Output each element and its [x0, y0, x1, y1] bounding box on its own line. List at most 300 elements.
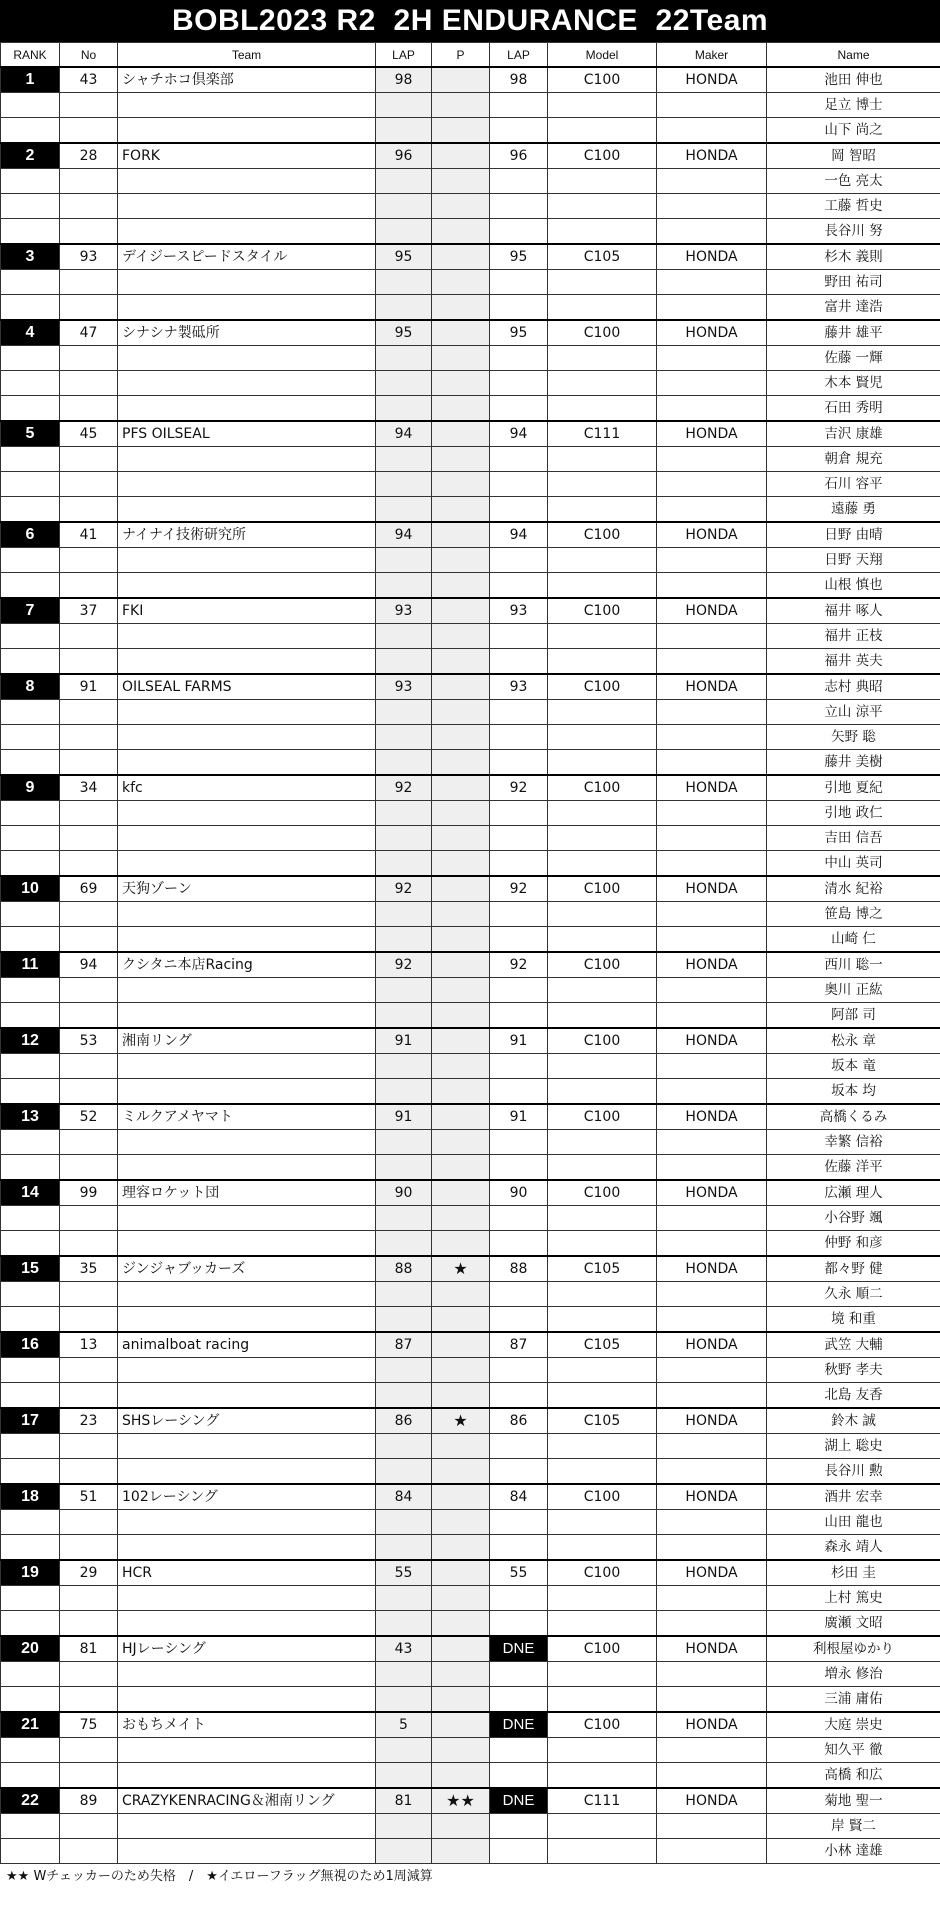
empty-cell: [376, 1510, 432, 1535]
empty-cell: [376, 1763, 432, 1789]
empty-cell: [118, 1231, 376, 1257]
empty-cell: [490, 1383, 548, 1409]
empty-cell: [1, 1738, 60, 1763]
rider-name: 長谷川 努: [767, 219, 940, 245]
car-number: 93: [60, 244, 118, 270]
rider-row: [1, 902, 940, 927]
final-lap: 98: [490, 67, 548, 93]
maker: HONDA: [657, 244, 767, 270]
empty-cell: [376, 700, 432, 725]
empty-cell: [60, 649, 118, 675]
empty-cell: [432, 649, 490, 675]
empty-cell: [548, 1079, 657, 1105]
empty-cell: [118, 1307, 376, 1333]
empty-cell: [657, 548, 767, 573]
rider-name: 富井 達浩: [767, 295, 940, 321]
empty-cell: [60, 1206, 118, 1231]
car-number: 34: [60, 775, 118, 801]
team-row: [1, 1104, 940, 1130]
empty-cell: [548, 1687, 657, 1713]
team-row: [1, 1560, 940, 1586]
maker: HONDA: [657, 421, 767, 447]
empty-cell: [60, 1155, 118, 1181]
empty-cell: [60, 219, 118, 245]
empty-cell: [490, 826, 548, 851]
empty-cell: [657, 1763, 767, 1789]
rank-badge: 6: [1, 522, 60, 548]
maker: HONDA: [657, 775, 767, 801]
model: C100: [548, 143, 657, 169]
rider-row: [1, 1687, 940, 1713]
empty-cell: [60, 1535, 118, 1561]
final-lap: DNE: [490, 1636, 548, 1662]
empty-cell: [118, 118, 376, 144]
empty-cell: [657, 1383, 767, 1409]
team-name: 天狗ゾーン: [118, 876, 376, 902]
rank-badge: 3: [1, 244, 60, 270]
empty-cell: [657, 1535, 767, 1561]
empty-cell: [432, 1206, 490, 1231]
empty-cell: [118, 1383, 376, 1409]
rider-name: 引地 夏紀: [767, 775, 940, 801]
empty-cell: [118, 624, 376, 649]
rider-row: [1, 1535, 940, 1561]
col-rank: RANK: [1, 43, 60, 68]
maker: HONDA: [657, 67, 767, 93]
empty-cell: [548, 194, 657, 219]
empty-cell: [548, 396, 657, 422]
team-name: SHSレーシング: [118, 1408, 376, 1434]
rank-badge: 5: [1, 421, 60, 447]
maker: HONDA: [657, 320, 767, 346]
empty-cell: [490, 902, 548, 927]
empty-cell: [548, 472, 657, 497]
empty-cell: [432, 1459, 490, 1485]
rider-name: 福井 正枝: [767, 624, 940, 649]
rider-row: [1, 624, 940, 649]
empty-cell: [376, 1586, 432, 1611]
empty-cell: [118, 1510, 376, 1535]
empty-cell: [657, 1662, 767, 1687]
empty-cell: [60, 1003, 118, 1029]
empty-cell: [376, 219, 432, 245]
car-number: 45: [60, 421, 118, 447]
results-table: [0, 42, 940, 1864]
team-row: [1, 1788, 940, 1814]
penalty-mark: [432, 244, 490, 270]
maker: HONDA: [657, 143, 767, 169]
rider-row: [1, 396, 940, 422]
empty-cell: [432, 750, 490, 776]
empty-cell: [376, 1054, 432, 1079]
empty-cell: [657, 1738, 767, 1763]
empty-cell: [548, 219, 657, 245]
empty-cell: [376, 396, 432, 422]
empty-cell: [432, 1586, 490, 1611]
empty-cell: [118, 346, 376, 371]
empty-cell: [1, 750, 60, 776]
empty-cell: [548, 1662, 657, 1687]
empty-cell: [376, 1434, 432, 1459]
team-name: 理容ロケット団: [118, 1180, 376, 1206]
empty-cell: [548, 1155, 657, 1181]
empty-cell: [657, 649, 767, 675]
empty-cell: [548, 1510, 657, 1535]
empty-cell: [432, 1763, 490, 1789]
lap-count: 92: [376, 876, 432, 902]
empty-cell: [548, 1307, 657, 1333]
empty-cell: [1, 169, 60, 194]
empty-cell: [490, 573, 548, 599]
empty-cell: [432, 447, 490, 472]
empty-cell: [490, 396, 548, 422]
empty-cell: [657, 1307, 767, 1333]
empty-cell: [118, 1586, 376, 1611]
empty-cell: [548, 1738, 657, 1763]
empty-cell: [657, 118, 767, 144]
empty-cell: [657, 801, 767, 826]
model: C100: [548, 1560, 657, 1586]
model: C105: [548, 1408, 657, 1434]
empty-cell: [60, 978, 118, 1003]
model: C105: [548, 244, 657, 270]
empty-cell: [60, 826, 118, 851]
empty-cell: [490, 1358, 548, 1383]
empty-cell: [548, 169, 657, 194]
empty-cell: [490, 93, 548, 118]
empty-cell: [118, 1839, 376, 1864]
maker: HONDA: [657, 952, 767, 978]
empty-cell: [490, 1434, 548, 1459]
team-row: [1, 522, 940, 548]
empty-cell: [376, 624, 432, 649]
col-team: Team: [118, 43, 376, 68]
rider-name: 長谷川 勲: [767, 1459, 940, 1485]
empty-cell: [60, 1459, 118, 1485]
final-lap: 90: [490, 1180, 548, 1206]
empty-cell: [432, 295, 490, 321]
empty-cell: [490, 118, 548, 144]
rider-name: 吉田 信吾: [767, 826, 940, 851]
team-name: ナイナイ技術研究所: [118, 522, 376, 548]
empty-cell: [548, 497, 657, 523]
maker: HONDA: [657, 1484, 767, 1510]
empty-cell: [60, 573, 118, 599]
final-lap: DNE: [490, 1712, 548, 1738]
final-lap: 86: [490, 1408, 548, 1434]
car-number: 43: [60, 67, 118, 93]
empty-cell: [548, 295, 657, 321]
rank-badge: 15: [1, 1256, 60, 1282]
empty-cell: [490, 1510, 548, 1535]
empty-cell: [376, 851, 432, 877]
model: C100: [548, 1104, 657, 1130]
empty-cell: [548, 371, 657, 396]
rank-badge: 8: [1, 674, 60, 700]
empty-cell: [376, 497, 432, 523]
empty-cell: [432, 169, 490, 194]
rider-name: 小林 達雄: [767, 1839, 940, 1864]
rider-row: [1, 826, 940, 851]
empty-cell: [118, 93, 376, 118]
rider-row: [1, 1307, 940, 1333]
team-row: [1, 1712, 940, 1738]
empty-cell: [60, 750, 118, 776]
col-lap: LAP: [376, 43, 432, 68]
rider-row: [1, 978, 940, 1003]
empty-cell: [1, 1611, 60, 1637]
empty-cell: [118, 978, 376, 1003]
car-number: 51: [60, 1484, 118, 1510]
penalty-mark: [432, 320, 490, 346]
empty-cell: [118, 1535, 376, 1561]
empty-cell: [490, 497, 548, 523]
empty-cell: [1, 1003, 60, 1029]
empty-cell: [657, 1130, 767, 1155]
empty-cell: [60, 1054, 118, 1079]
rider-name: 木本 賢児: [767, 371, 940, 396]
penalty-mark: ★★: [432, 1788, 490, 1814]
rider-name: 西川 聡一: [767, 952, 940, 978]
rider-row: [1, 573, 940, 599]
empty-cell: [548, 1434, 657, 1459]
empty-cell: [118, 270, 376, 295]
empty-cell: [376, 1079, 432, 1105]
empty-cell: [490, 725, 548, 750]
empty-cell: [60, 801, 118, 826]
empty-cell: [432, 1662, 490, 1687]
team-name: シナシナ製砥所: [118, 320, 376, 346]
empty-cell: [432, 700, 490, 725]
empty-cell: [548, 801, 657, 826]
empty-cell: [432, 902, 490, 927]
empty-cell: [490, 1814, 548, 1839]
maker: HONDA: [657, 1180, 767, 1206]
empty-cell: [490, 548, 548, 573]
empty-cell: [548, 270, 657, 295]
empty-cell: [432, 1155, 490, 1181]
empty-cell: [118, 1662, 376, 1687]
empty-cell: [118, 548, 376, 573]
team-row: [1, 876, 940, 902]
empty-cell: [548, 826, 657, 851]
empty-cell: [376, 1231, 432, 1257]
empty-cell: [1, 472, 60, 497]
team-name: OILSEAL FARMS: [118, 674, 376, 700]
rider-row: [1, 1383, 940, 1409]
rider-name: 笹島 博之: [767, 902, 940, 927]
team-row: [1, 421, 940, 447]
team-row: [1, 674, 940, 700]
maker: HONDA: [657, 1712, 767, 1738]
rider-name: 幸繁 信裕: [767, 1130, 940, 1155]
empty-cell: [657, 750, 767, 776]
car-number: 52: [60, 1104, 118, 1130]
car-number: 37: [60, 598, 118, 624]
rider-name: 杉田 圭: [767, 1560, 940, 1586]
penalty-mark: [432, 775, 490, 801]
penalty-mark: [432, 1712, 490, 1738]
model: C105: [548, 1332, 657, 1358]
rider-name: 藤井 雄平: [767, 320, 940, 346]
empty-cell: [118, 801, 376, 826]
rider-name: 足立 博士: [767, 93, 940, 118]
car-number: 13: [60, 1332, 118, 1358]
empty-cell: [657, 346, 767, 371]
rank-badge: 16: [1, 1332, 60, 1358]
final-lap: 92: [490, 952, 548, 978]
car-number: 23: [60, 1408, 118, 1434]
empty-cell: [1, 851, 60, 877]
empty-cell: [376, 1130, 432, 1155]
rider-name: 山田 龍也: [767, 1510, 940, 1535]
results-body: [1, 67, 940, 1864]
model: C100: [548, 1484, 657, 1510]
final-lap: 96: [490, 143, 548, 169]
empty-cell: [118, 1611, 376, 1637]
empty-cell: [1, 1510, 60, 1535]
empty-cell: [432, 472, 490, 497]
empty-cell: [490, 750, 548, 776]
rider-name: 吉沢 康雄: [767, 421, 940, 447]
rider-name: 立山 涼平: [767, 700, 940, 725]
empty-cell: [1, 1307, 60, 1333]
team-name: デイジースピードスタイル: [118, 244, 376, 270]
team-row: [1, 143, 940, 169]
team-name: kfc: [118, 775, 376, 801]
empty-cell: [376, 750, 432, 776]
empty-cell: [1, 1434, 60, 1459]
empty-cell: [1, 219, 60, 245]
penalty-mark: [432, 1636, 490, 1662]
empty-cell: [1, 497, 60, 523]
empty-cell: [60, 1738, 118, 1763]
empty-cell: [1, 902, 60, 927]
empty-cell: [490, 851, 548, 877]
empty-cell: [432, 270, 490, 295]
rider-name: 中山 英司: [767, 851, 940, 877]
empty-cell: [1, 1231, 60, 1257]
rider-row: [1, 295, 940, 321]
empty-cell: [376, 1814, 432, 1839]
rank-badge: 22: [1, 1788, 60, 1814]
penalty-mark: [432, 1332, 490, 1358]
empty-cell: [376, 725, 432, 750]
rider-name: 日野 由晴: [767, 522, 940, 548]
empty-cell: [432, 1839, 490, 1864]
final-lap: 94: [490, 522, 548, 548]
empty-cell: [60, 1079, 118, 1105]
rider-name: 野田 祐司: [767, 270, 940, 295]
empty-cell: [60, 1839, 118, 1864]
empty-cell: [118, 447, 376, 472]
empty-cell: [1, 801, 60, 826]
empty-cell: [1, 1763, 60, 1789]
empty-cell: [1, 649, 60, 675]
rank-badge: 7: [1, 598, 60, 624]
car-number: 75: [60, 1712, 118, 1738]
rider-name: 高橋 和広: [767, 1763, 940, 1789]
empty-cell: [60, 346, 118, 371]
empty-cell: [432, 573, 490, 599]
empty-cell: [118, 1358, 376, 1383]
empty-cell: [490, 472, 548, 497]
empty-cell: [1, 1155, 60, 1181]
maker: HONDA: [657, 674, 767, 700]
empty-cell: [432, 1814, 490, 1839]
empty-cell: [548, 978, 657, 1003]
empty-cell: [432, 396, 490, 422]
empty-cell: [548, 118, 657, 144]
model: C100: [548, 1636, 657, 1662]
empty-cell: [376, 1687, 432, 1713]
empty-cell: [548, 750, 657, 776]
empty-cell: [376, 927, 432, 953]
rider-name: 境 和重: [767, 1307, 940, 1333]
empty-cell: [1, 1839, 60, 1864]
empty-cell: [118, 851, 376, 877]
model: C100: [548, 1028, 657, 1054]
empty-cell: [490, 1155, 548, 1181]
team-name: FORK: [118, 143, 376, 169]
empty-cell: [376, 169, 432, 194]
empty-cell: [118, 219, 376, 245]
rider-row: [1, 1358, 940, 1383]
final-lap: 93: [490, 674, 548, 700]
rider-row: [1, 219, 940, 245]
empty-cell: [376, 270, 432, 295]
rider-name: 工藤 哲史: [767, 194, 940, 219]
penalty-mark: ★: [432, 1408, 490, 1434]
rider-name: 清水 紀裕: [767, 876, 940, 902]
model: C100: [548, 1712, 657, 1738]
empty-cell: [118, 1206, 376, 1231]
empty-cell: [432, 1231, 490, 1257]
rider-row: [1, 1079, 940, 1105]
rank-badge: 13: [1, 1104, 60, 1130]
model: C100: [548, 67, 657, 93]
empty-cell: [376, 1003, 432, 1029]
lap-count: 81: [376, 1788, 432, 1814]
empty-cell: [657, 371, 767, 396]
empty-cell: [657, 1839, 767, 1864]
car-number: 99: [60, 1180, 118, 1206]
empty-cell: [60, 371, 118, 396]
team-name: ジンジャブッカーズ: [118, 1256, 376, 1282]
empty-cell: [432, 1383, 490, 1409]
empty-cell: [118, 1155, 376, 1181]
team-name: ミルクアメヤマト: [118, 1104, 376, 1130]
empty-cell: [118, 750, 376, 776]
rider-name: 松永 章: [767, 1028, 940, 1054]
empty-cell: [490, 1130, 548, 1155]
team-name: animalboat racing: [118, 1332, 376, 1358]
empty-cell: [1, 1079, 60, 1105]
rank-badge: 9: [1, 775, 60, 801]
empty-cell: [548, 851, 657, 877]
rider-name: 岡 智昭: [767, 143, 940, 169]
empty-cell: [432, 1003, 490, 1029]
empty-cell: [548, 725, 657, 750]
car-number: 91: [60, 674, 118, 700]
rider-name: 鈴木 誠: [767, 1408, 940, 1434]
empty-cell: [657, 725, 767, 750]
empty-cell: [548, 700, 657, 725]
empty-cell: [432, 624, 490, 649]
team-row: [1, 1408, 940, 1434]
empty-cell: [432, 1510, 490, 1535]
empty-cell: [60, 194, 118, 219]
